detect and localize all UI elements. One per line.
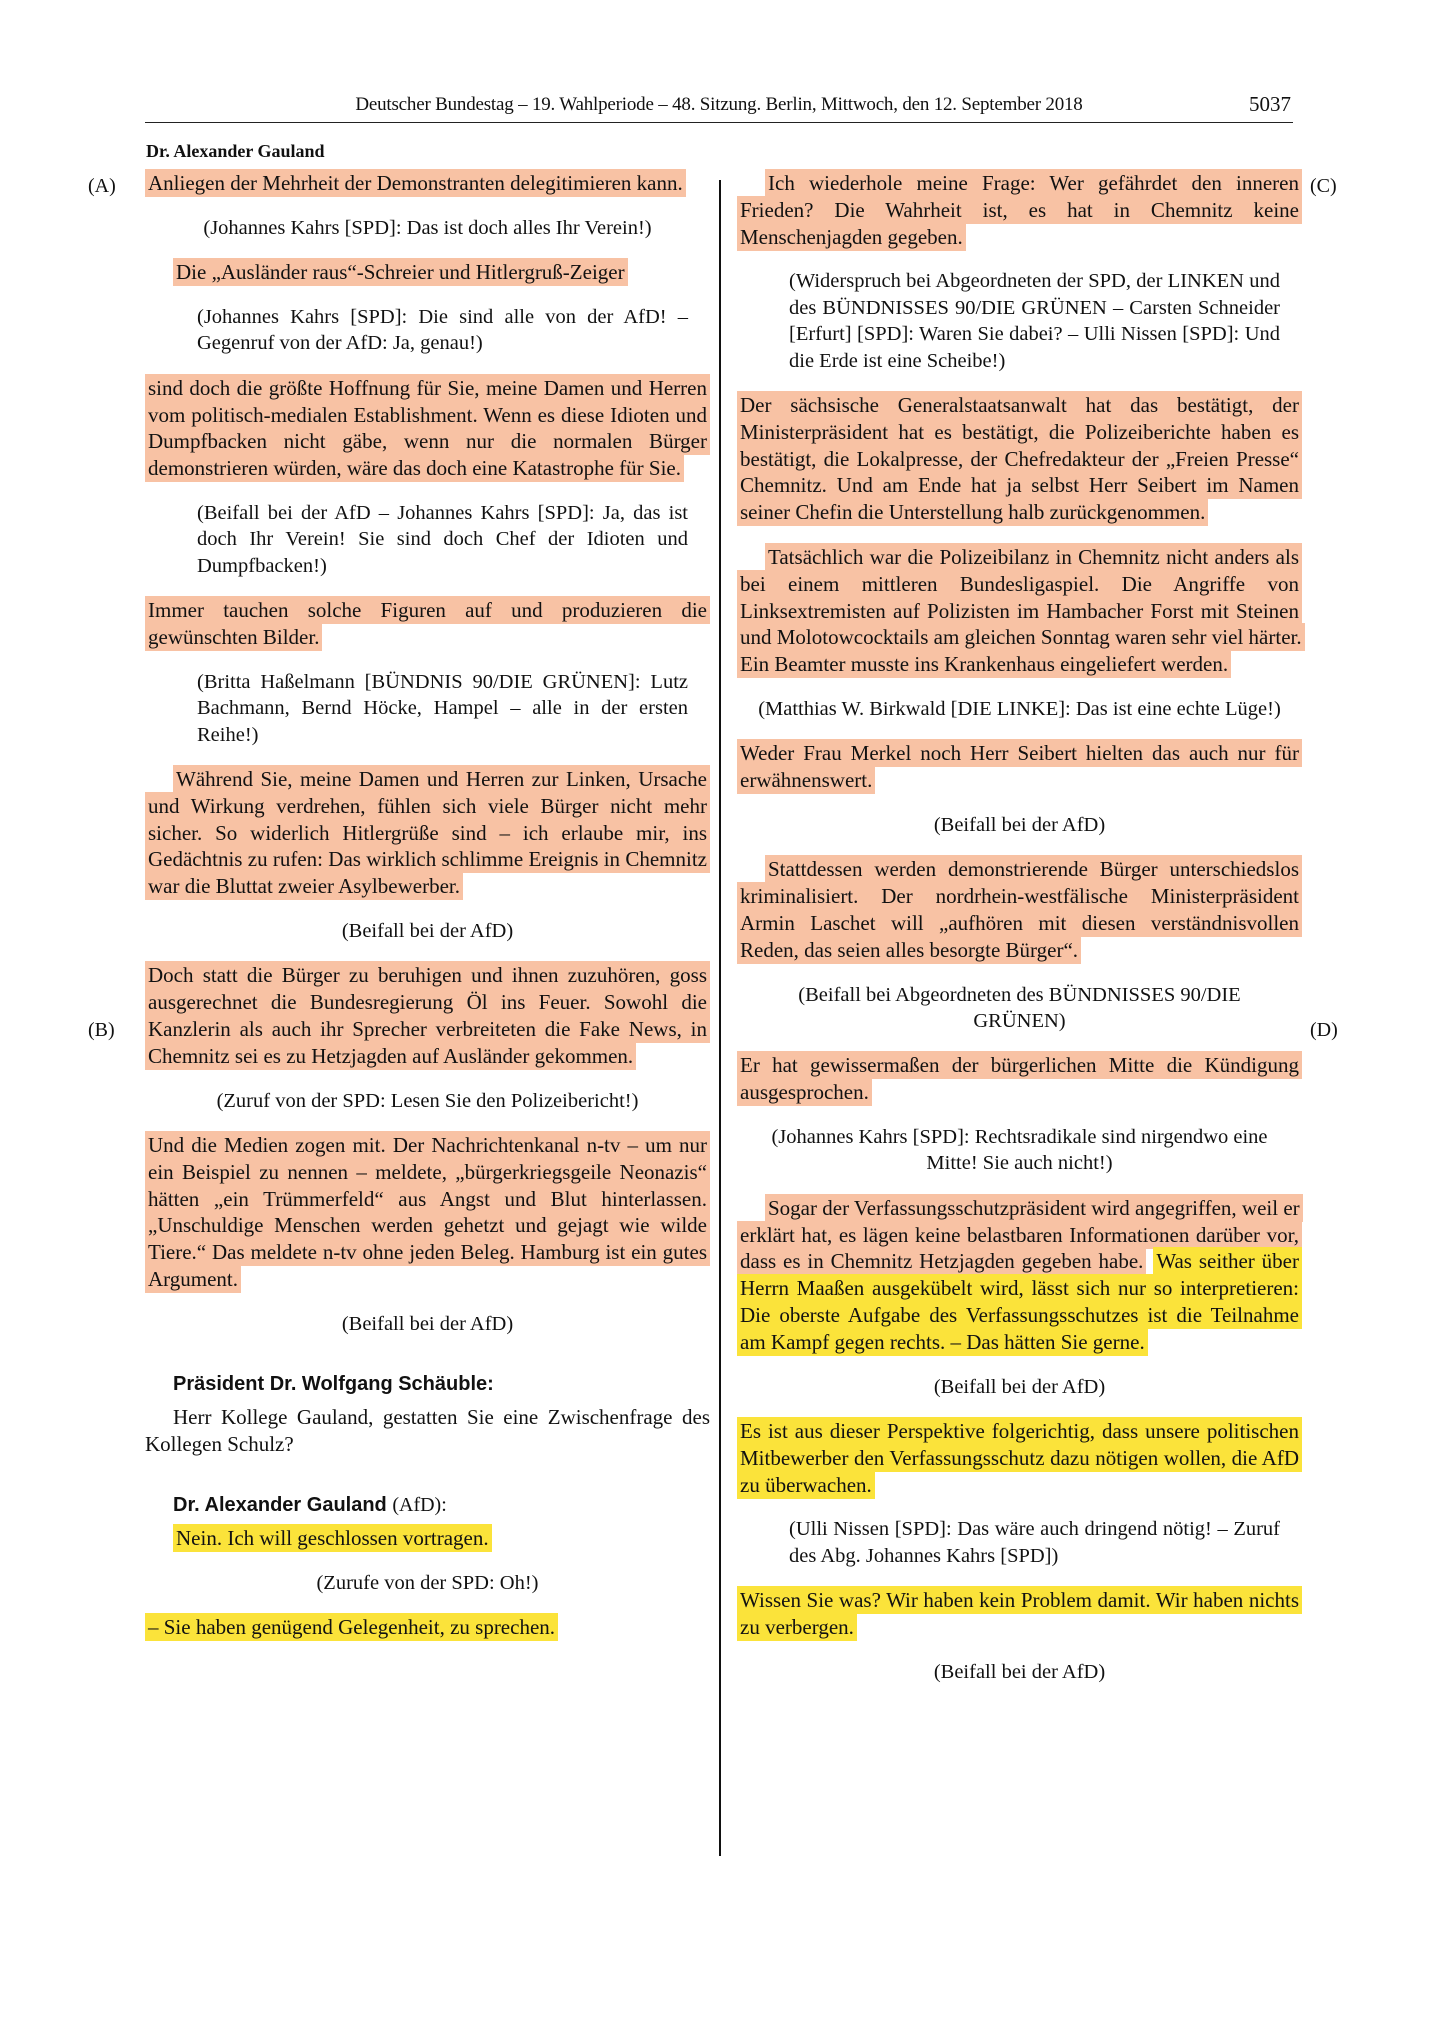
paragraph-text: Ich wiederhole meine Frage: Wer gefährdet den inneren Frieden? Die Wahrheit ist, es hat in Chemnitz keine Menschenjagden gegeben. xyxy=(737,169,1302,251)
interjection: (Widerspruch bei Abgeordneten der SPD, der LINKEN und des BÜNDNISSES 90/DIE GRÜNEN – Carsten Schneider [Erfurt] [SPD]: Waren Sie dabei? – Ulli Nissen [SPD]: Und die Erde ist eine Scheibe!) xyxy=(789,270,1280,372)
speaker-label-gauland xyxy=(145,1494,710,1517)
paragraph xyxy=(145,375,710,482)
speaker-name: Dr. Alexander Gauland xyxy=(173,1493,387,1516)
paragraph-text: sind doch die größte Hoffnung für Sie, meine Damen und Herren vom politisch-medialen Establishment. Wenn es diese Idioten und Dumpfbacken nicht gäbe, wenn nur die normalen Bürger demonstrieren würden, wäre das doch eine Katastrophe für Sie. xyxy=(145,374,710,482)
paragraph xyxy=(145,1525,710,1552)
paragraph-text: Doch statt die Bürger zu beruhigen und ihnen zuzuhören, goss ausgerechnet die Bundesregierung Öl ins Feuer. Sowohl die Kanzlerin als auch ihr Sprecher verbreiteten die Fake News, in Chemnitz sei es zu Hetzjagden auf Ausländer gekommen. xyxy=(145,961,710,1069)
margin-marker-a: (A) xyxy=(88,175,116,197)
paragraph xyxy=(145,766,710,900)
speaker-party: (AfD): xyxy=(392,1493,447,1516)
interjection: (Zurufe von der SPD: Oh!) xyxy=(316,1571,539,1594)
paragraph xyxy=(145,170,710,197)
margin-marker-b: (B) xyxy=(88,1019,115,1041)
paragraph xyxy=(145,259,710,286)
paragraph-text: Er hat gewissermaßen der bürgerlichen Mitte die Kündigung ausgesprochen. xyxy=(737,1051,1302,1106)
paragraph xyxy=(145,597,710,651)
interjection: (Britta Haßelmann [BÜNDNIS 90/DIE GRÜNEN]: Lutz Bachmann, Bernd Höcke, Hampel – alle in der ersten Reihe!) xyxy=(197,670,688,746)
right-column xyxy=(737,170,1302,1703)
interjection: (Johannes Kahrs [SPD]: Das ist doch alles Ihr Verein!) xyxy=(203,216,652,239)
page-number: 5037 xyxy=(1249,92,1291,116)
paragraph-text: Wissen Sie was? Wir haben kein Problem damit. Wir haben nichts zu verbergen. xyxy=(737,1586,1302,1641)
paragraph-text: Und die Medien zogen mit. Der Nachrichtenkanal n-tv – um nur ein Beispiel zu nennen – meldete, „bürgerkriegsgeile Neonazis“ hätten „ein Trümmerfeld“ aus Angst und Blut hinterlassen. „Unschuldige Menschen werden gehetzt und gejagt wie wilde Tiere.“ Das meldete n-tv ohne jeden Beleg. Hamburg ist ein gutes Argument. xyxy=(145,1131,710,1293)
paragraph-text: Tatsächlich war die Polizeibilanz in Chemnitz nicht anders als bei einem mittleren Bundesligaspiel. Die Angriffe von Linksextremisten auf Polizisten im Hambacher Forst mit Steinen und Molotowcocktails am gleichen Sonntag waren sehr viel härter. Ein Beamter musste ins Krankenhaus eingeliefert werden. xyxy=(737,543,1305,678)
interjection: (Johannes Kahrs [SPD]: Die sind alle von der AfD! – Gegenruf von der AfD: Ja, genau!) xyxy=(197,306,688,355)
interjection: (Ulli Nissen [SPD]: Das wäre auch dringend nötig! – Zuruf des Abg. Johannes Kahrs [SPD]) xyxy=(789,1518,1280,1567)
interjection: (Beifall bei der AfD) xyxy=(933,1375,1106,1398)
margin-marker-c: (C) xyxy=(1310,175,1337,197)
interjection: (Zuruf von der SPD: Lesen Sie den Polizeibericht!) xyxy=(216,1089,639,1112)
paragraph xyxy=(737,1195,1302,1356)
paragraph xyxy=(737,392,1302,526)
paragraph xyxy=(145,1614,710,1641)
page-header xyxy=(145,92,1293,123)
paragraph-text: Stattdessen werden demonstrierende Bürger unterschiedslos kriminalisiert. Der nordrhein-westfälische Ministerpräsident Armin Laschet will „aufhören mit diesen verständnisvollen Reden, das seien alles besorgte Bürger“. xyxy=(737,855,1302,963)
paragraph-text: Der sächsische Generalstaatsanwalt hat das bestätigt, der Ministerpräsident hat es bestätigt, die Polizeiberichte haben es bestätigt, die Lokalpresse, der Chefredakteur der „Freien Presse“ Chemnitz. Und am Ende hat ja selbst Herr Seibert im Namen seiner Chefin die Unterstellung halb zurückgenommen. xyxy=(737,391,1302,526)
paragraph-text: Nein. Ich will geschlossen vortragen. xyxy=(173,1524,492,1552)
paragraph-text: Die „Ausländer raus“-Schreier und Hitlergruß-Zeiger xyxy=(173,258,628,286)
paragraph-text: Sogar der Verfassungsschutzpräsident wird angegriffen, weil er erklärt hat, es lägen keine belastbaren Informationen darüber vor, dass es in Chemnitz Hetzjagden gegeben habe. xyxy=(737,1194,1303,1276)
paragraph xyxy=(145,1132,710,1293)
paragraph xyxy=(145,962,710,1069)
interjection: (Beifall bei Abgeordneten des BÜNDNISSES 90/DIE GRÜNEN) xyxy=(798,983,1241,1032)
paragraph-text: Immer tauchen solche Figuren auf und produzieren die gewünschten Bilder. xyxy=(145,596,710,651)
paragraph-text: Während Sie, meine Damen und Herren zur Linken, Ursache und Wirkung verdrehen, fühlen sich viele Bürger nicht mehr sicher. So widerlich Hitlergrüße sind – ich erlaube mir, ins Gedächtnis zu rufen: Das wirklich schlimme Ereignis in Chemnitz war die Bluttat zweier Asylbewerber. xyxy=(145,765,710,900)
paragraph-text: Es ist aus dieser Perspektive folgerichtig, dass unsere politischen Mitbewerber den Verfassungsschutz dazu nötigen wollen, die AfD zu überwachen. xyxy=(737,1417,1302,1499)
interjection: (Beifall bei der AfD) xyxy=(341,1312,514,1335)
paragraph-text: Weder Frau Merkel noch Herr Seibert hielten das auch nur für erwähnenswert. xyxy=(737,739,1302,794)
paragraph xyxy=(737,1052,1302,1106)
interjection: (Johannes Kahrs [SPD]: Rechtsradikale sind nirgendwo eine Mitte! Sie auch nicht!) xyxy=(771,1125,1268,1175)
paragraph xyxy=(737,740,1302,794)
running-speaker-name: Dr. Alexander Gauland xyxy=(146,141,325,161)
interjection: (Beifall bei der AfD) xyxy=(933,813,1106,836)
paragraph xyxy=(737,170,1302,250)
paragraph-text: Was seither über Herrn Maaßen ausgekübelt wird, lässt sich nur so interpretieren: Die oberste Aufgabe des Verfassungsschutzes ist die Teilnahme am Kampf gegen rechts. – Das hätten Sie gerne. xyxy=(737,1247,1302,1355)
column-divider xyxy=(719,180,721,1856)
interjection: (Beifall bei der AfD – Johannes Kahrs [SPD]: Ja, das ist doch Ihr Verein! Sie sind doch Chef der Idioten und Dumpfbacken!) xyxy=(197,502,688,577)
interjection: (Beifall bei der AfD) xyxy=(341,920,514,943)
paragraph xyxy=(737,856,1302,963)
paragraph-text: Anliegen der Mehrheit der Demonstranten delegitimieren kann. xyxy=(145,169,686,197)
paragraph xyxy=(737,1587,1302,1641)
header-title: Deutscher Bundestag – 19. Wahlperiode – 48. Sitzung. Berlin, Mittwoch, den 12. September 2018 xyxy=(355,94,1083,115)
left-column xyxy=(145,170,710,1659)
paragraph-text: – Sie haben genügend Gelegenheit, zu sprechen. xyxy=(145,1613,558,1641)
paragraph xyxy=(737,1418,1302,1498)
paragraph: Herr Kollege Gauland, gestatten Sie eine Zwischenfrage des Kollegen Schulz? xyxy=(145,1405,710,1456)
interjection: (Beifall bei der AfD) xyxy=(933,1660,1106,1683)
paragraph xyxy=(737,544,1302,678)
interjection: (Matthias W. Birkwald [DIE LINKE]: Das ist eine echte Lüge!) xyxy=(758,697,1281,720)
margin-marker-d: (D) xyxy=(1310,1019,1338,1041)
speaker-label-president: Präsident Dr. Wolfgang Schäuble: xyxy=(173,1373,494,1396)
